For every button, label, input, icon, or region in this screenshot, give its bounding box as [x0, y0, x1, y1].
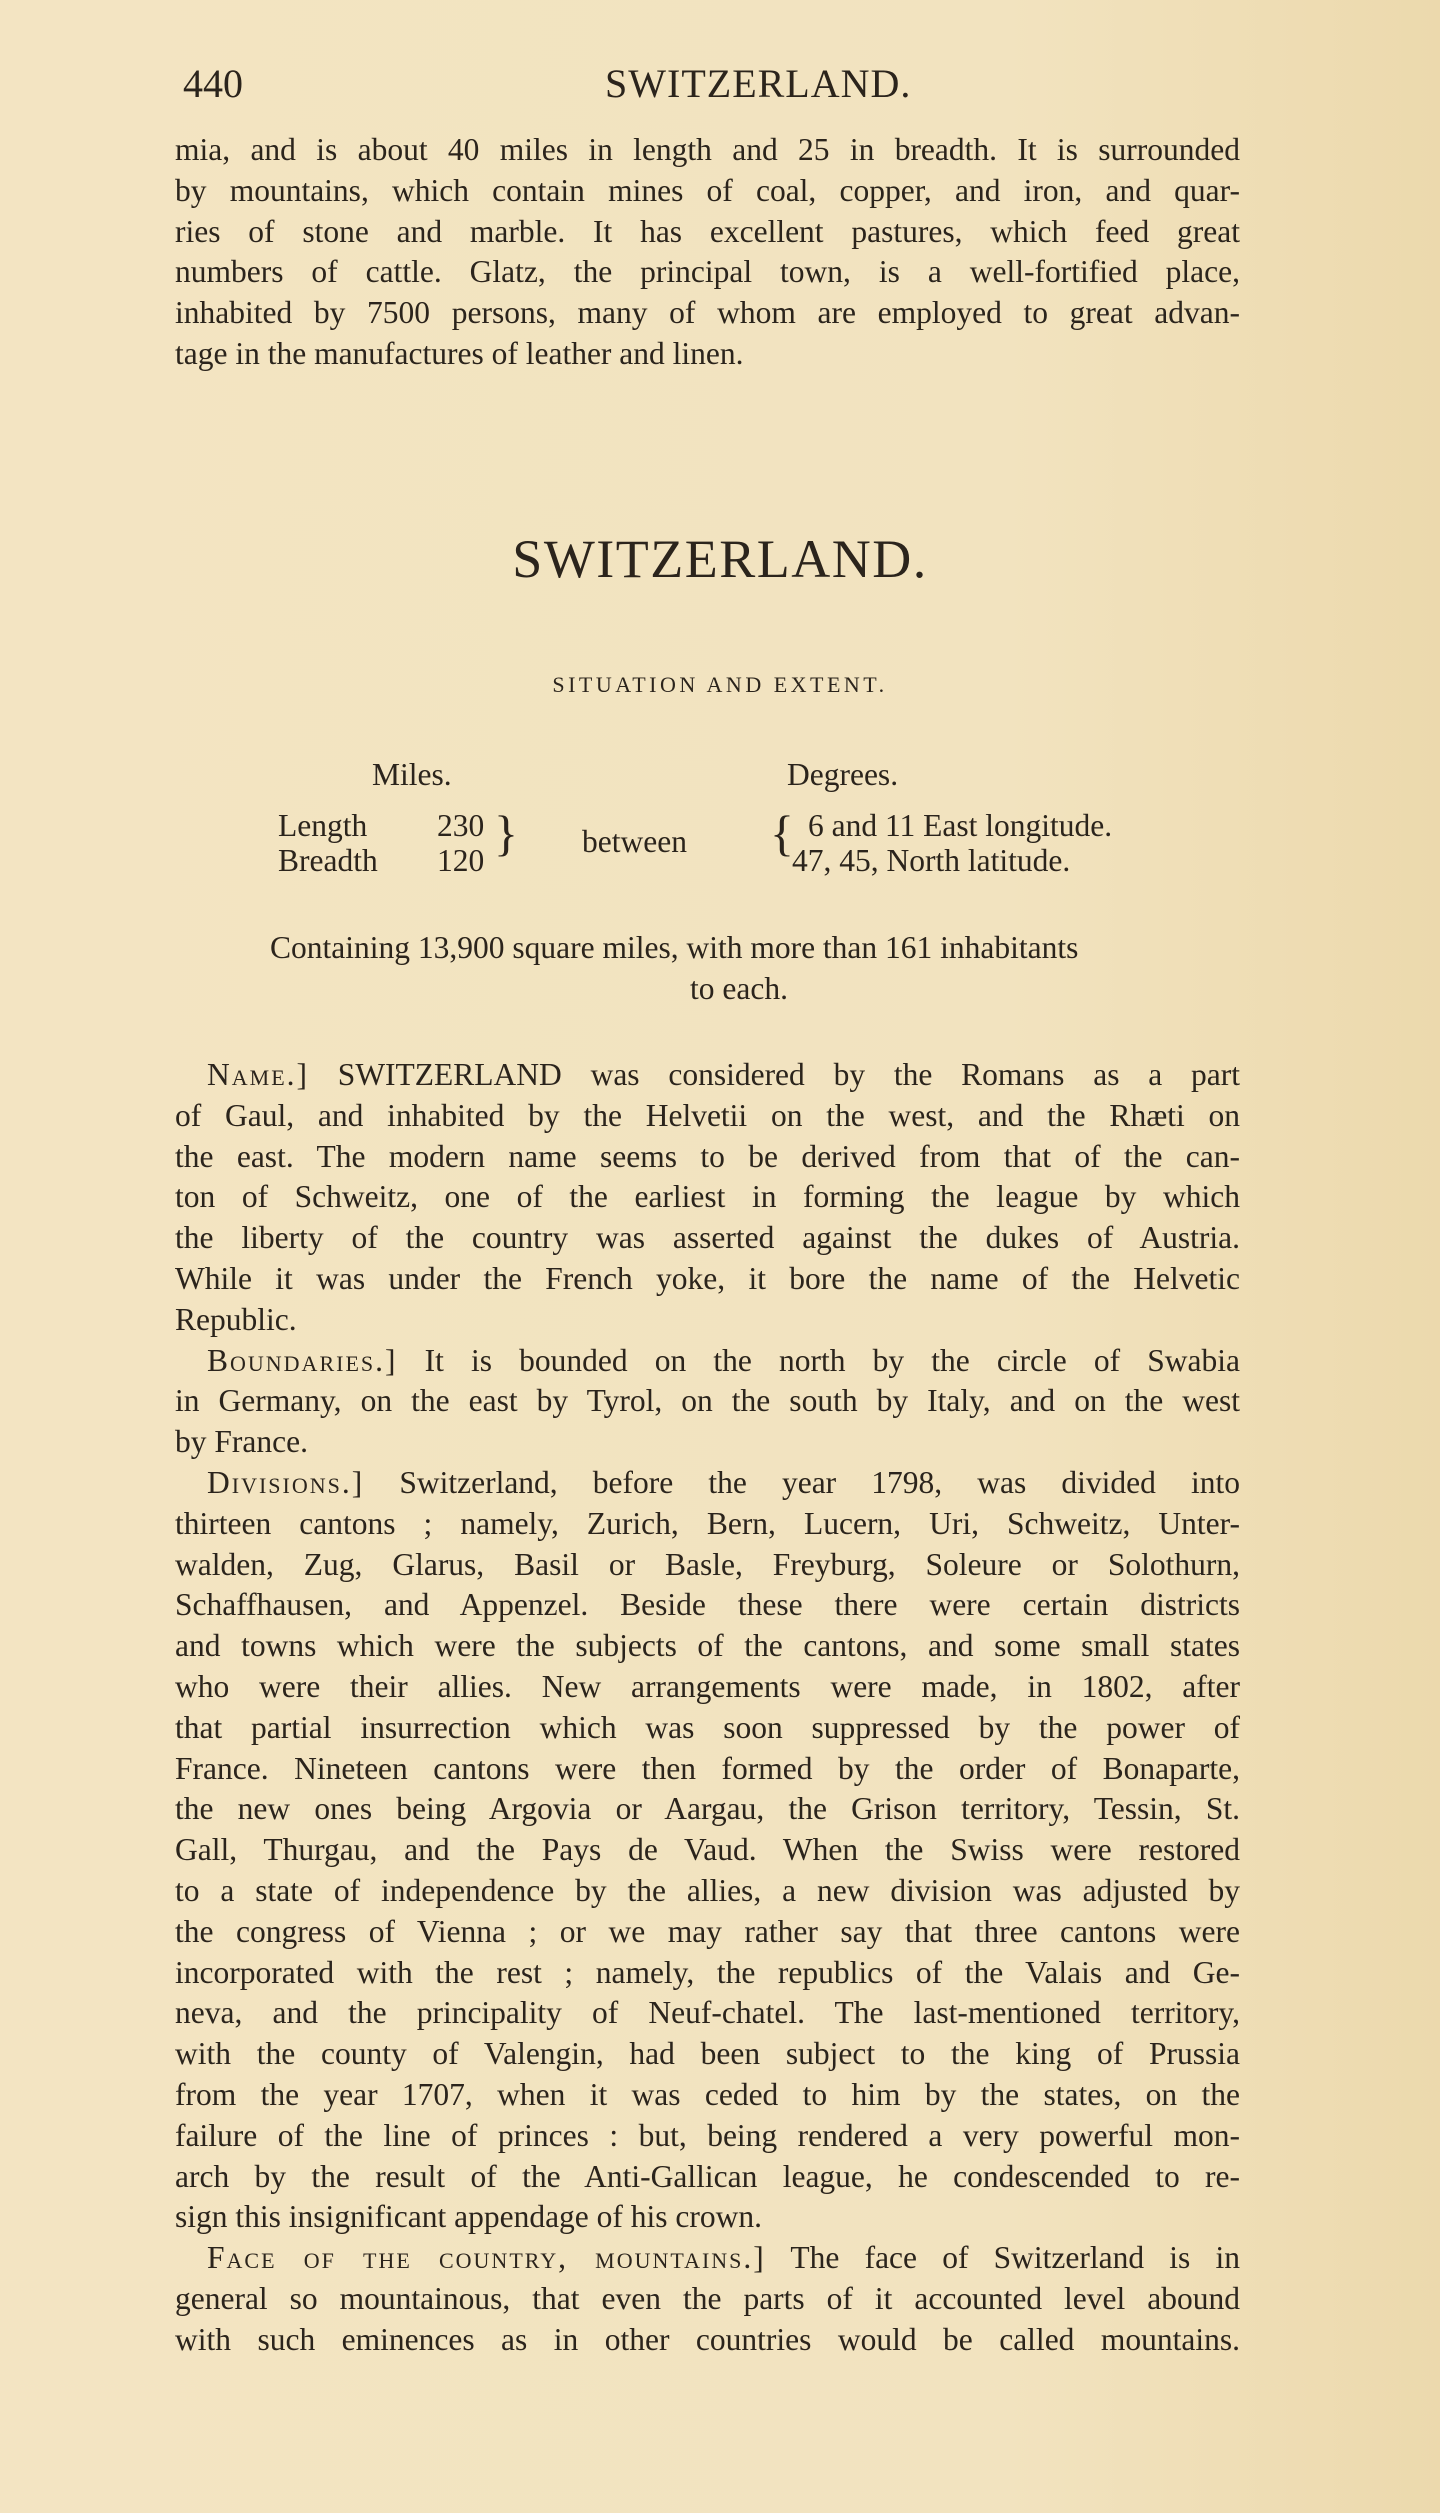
containing-line-2: to each.: [690, 971, 788, 1006]
text-line: general so mountainous, that even the parts of it accounted level abound: [175, 2280, 1240, 2316]
text-line: arch by the result of the Anti-Gallican league, he condescended to re-: [175, 2158, 1240, 2194]
run-in-heading: Divisions.]: [207, 1464, 365, 1500]
text-line: the liberty of the country was asserted against the dukes of Austria.: [175, 1220, 1240, 1256]
text-line: inhabited by 7500 persons, many of whom are employed to great advan-: [175, 295, 1240, 331]
text-line: the congress of Vienna ; or we may rather say that three cantons were: [175, 1913, 1240, 1949]
page-header: [183, 60, 1243, 110]
text-line: and towns which were the subjects of the cantons, and some small states: [175, 1628, 1240, 1664]
heading-line-text: Switzerland, before the year 1798, was divided into: [364, 1464, 1240, 1500]
section-title: SWITZERLAND.: [512, 529, 928, 589]
page-number: 440: [183, 61, 243, 106]
text-line: by mountains, which contain mines of coal, copper, and iron, and quar-: [175, 172, 1240, 208]
text-line: who were their allies. New arrangements were made, in 1802, after: [175, 1668, 1240, 1704]
text-line: the new ones being Argovia or Aargau, the Grison territory, Tessin, St.: [175, 1791, 1240, 1827]
breadth-label: Breadth: [278, 843, 378, 878]
section-heading-line: [175, 1463, 1240, 1504]
running-title: SWITZERLAND.: [605, 61, 912, 106]
right-brace-icon: }: [494, 805, 518, 861]
text-line: neva, and the principality of Neuf-chatel. The last-mentioned territory,: [175, 1995, 1240, 2031]
text-line: ton of Schweitz, one of the earliest in forming the league by which: [175, 1179, 1240, 1215]
intro-paragraph: [175, 130, 1240, 375]
length-value: 230: [437, 808, 485, 843]
text-line: tage in the manufactures of leather and linen.: [175, 335, 744, 371]
text-line: incorporated with the rest ; namely, the republics of the Valais and Ge-: [175, 1954, 1240, 1990]
text-line: by France.: [175, 1424, 308, 1460]
text-line: that partial insurrection which was soon suppressed by the power of: [175, 1709, 1240, 1745]
text-line: Republic.: [175, 1301, 297, 1337]
between-label: between: [582, 824, 687, 859]
length-label: Length: [278, 808, 368, 843]
breadth-value: 120: [437, 843, 485, 878]
miles-header: Miles.: [372, 757, 452, 792]
section-heading-line: [175, 1055, 1240, 1096]
text-line: failure of the line of princes : but, being rendered a very powerful mon-: [175, 2117, 1240, 2153]
section-heading-line: [175, 1341, 1240, 1382]
text-line: mia, and is about 40 miles in length and 25 in breadth. It is surrounded: [175, 132, 1240, 167]
text-line: numbers of cattle. Glatz, the principal town, is a well-fortified place,: [175, 254, 1240, 290]
text-line: France. Nineteen cantons were then formed by the order of Bonaparte,: [175, 1750, 1240, 1786]
run-in-heading: Boundaries.]: [207, 1342, 398, 1378]
text-line: sign this insignificant appendage of his crown.: [175, 2199, 763, 2235]
latitude-degrees: 47, 45, North latitude.: [792, 843, 1071, 878]
text-line: Gall, Thurgau, and the Pays de Vaud. When the Swiss were restored: [175, 1832, 1240, 1868]
body-text: [175, 1055, 1240, 2361]
text-line: in Germany, on the east by Tyrol, on the south by Italy, and on the west: [175, 1383, 1240, 1419]
text-line: Schaffhausen, and Appenzel. Beside these there were certain districts: [175, 1587, 1240, 1623]
text-line: ries of stone and marble. It has excellent pastures, which feed great: [175, 213, 1240, 249]
section-heading-line: [175, 2238, 1240, 2279]
section-subtitle: SITUATION AND EXTENT.: [552, 672, 888, 697]
text-line: with such eminences as in other countries would be called mountains.: [175, 2321, 1240, 2357]
text-line: the east. The modern name seems to be derived from that of the can-: [175, 1138, 1240, 1174]
text-line: thirteen cantons ; namely, Zurich, Bern, Lucern, Uri, Schweitz, Unter-: [175, 1505, 1240, 1541]
text-line: walden, Zug, Glarus, Basil or Basle, Freyburg, Soleure or Solothurn,: [175, 1546, 1240, 1582]
text-line: of Gaul, and inhabited by the Helvetii on the west, and the Rhæti on: [175, 1097, 1240, 1133]
longitude-degrees: 6 and 11 East longitude.: [808, 808, 1113, 843]
heading-line-text: SWITZERLAND was considered by the Romans as a part: [309, 1057, 1240, 1092]
heading-line-text: It is bounded on the north by the circle of Swabia: [397, 1342, 1240, 1378]
text-line: with the county of Valengin, had been subject to the king of Prussia: [175, 2036, 1240, 2072]
run-in-heading: Face of the country, mountains.]: [207, 2240, 766, 2276]
run-in-heading: Name.]: [207, 1057, 310, 1092]
left-brace-icon: {: [770, 805, 794, 861]
text-line: While it was under the French yoke, it bore the name of the Helvetic: [175, 1260, 1240, 1296]
containing-line-1: Containing 13,900 square miles, with more than 161 inhabitants: [270, 930, 1079, 965]
text-line: to a state of independence by the allies, a new division was adjusted by: [175, 1872, 1240, 1908]
degrees-header: Degrees.: [787, 757, 899, 792]
text-line: from the year 1707, when it was ceded to him by the states, on the: [175, 2076, 1240, 2112]
heading-line-text: The face of Switzerland is in: [765, 2240, 1241, 2276]
